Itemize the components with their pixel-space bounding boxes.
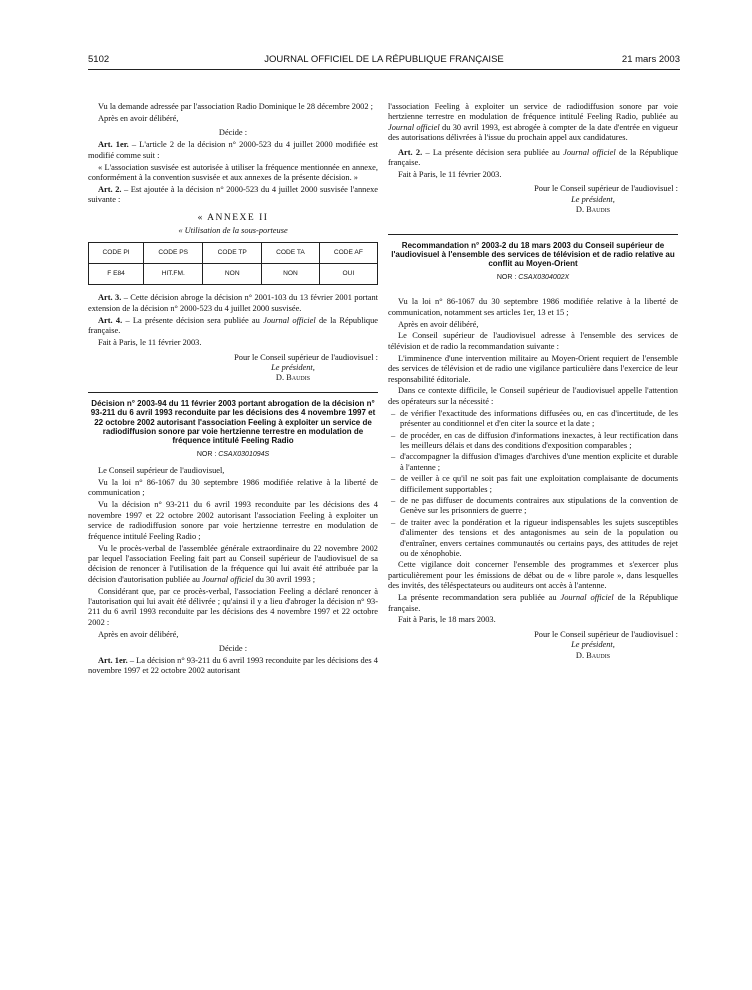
article-text: de la République française. <box>388 147 679 168</box>
text: de la République française. <box>388 593 678 613</box>
decide-heading: Décide : <box>218 644 248 654</box>
signature-role <box>388 195 678 205</box>
journal-reference: Journal officiel <box>202 574 254 584</box>
article-2 <box>388 148 678 169</box>
article-text: – Est ajoutée à la décision n° 2000-523 du 4 juillet 2000 susvisée l'annexe suivante : <box>88 184 378 205</box>
article-text: – Cette décision abroge la décision n° 2001-103 du 13 février 2001 portant extension de la décision n° 2000-523 du 4 juillet 2000 susvisée. <box>88 293 379 313</box>
section-divider <box>88 392 378 393</box>
article-label: Art. 4. <box>98 315 123 325</box>
list-item: – de vérifier l'exactitude des informations diffusées ou, en cas d'incertitude, de les présenter au conditionnel et d'en citer la source et la date ; <box>400 409 678 430</box>
paragraph: Dans ce contexte difficile, le Conseil supérieur de l'audiovisuel appelle l'attention des opérateurs sur la nécessité : <box>388 386 678 406</box>
signature-line: Pour le Conseil supérieur de l'audiovisuel : <box>534 629 678 639</box>
role-text: Le président, <box>571 194 615 204</box>
paragraph: Vu la demande adressée par l'association Radio Dominique le 28 décembre 2002 ; <box>98 102 373 111</box>
article-label: Art. 1er. <box>98 656 128 666</box>
journal-reference: Journal officiel <box>388 122 440 132</box>
table-cell: OUI <box>319 264 377 285</box>
paragraph: Après en avoir délibéré, <box>98 629 179 639</box>
paragraph: Considérant que, par ce procès-verbal, l'association Feeling a déclaré renoncer à l'autorisation qui lui avait été délivrée ; qu'ainsi il y a lieu d'abroger la décision n° 93-211 du 6 avril 1993 reconduite par les décisions des 4 novembre 1997 et 22 octobre 2002 : <box>88 586 378 627</box>
list-item: – de traiter avec la pondération et la rigueur indispensables les sujets susceptibles d'alimenter des tensions et des antagonismes au sein de la population ou d'entraîner, envers certaines communautés ou certains pays, des attitudes de rejet ou de xénophobie. <box>400 518 678 560</box>
table-cell: NON <box>262 264 320 285</box>
journal-reference: Journal officiel <box>563 147 616 157</box>
section-divider <box>388 234 678 235</box>
nor-code: CSAX0301094S <box>218 450 270 458</box>
annex-subtitle: « Utilisation de la sous-porteuse <box>178 226 288 236</box>
article-label: Art. 2. <box>98 184 122 194</box>
article-label: Art. 1er. <box>98 140 129 150</box>
article-3 <box>88 293 378 314</box>
recommendation-title: Recommandation n° 2003-2 du 18 mars 2003 du Conseil supérieur de l'audiovisuel à l'ensemble des services de télévision et de radio relative au conflit au Moyen-Orient <box>391 240 675 269</box>
annex-title: « ANNEXE II <box>197 212 269 223</box>
table-header: CODE AF <box>319 243 377 264</box>
signature-name: D. Baudis <box>275 373 311 383</box>
article-2 <box>88 185 378 206</box>
text: l'association Feeling à exploiter un service de radiodiffusion sonore par voie hertzienne terrestre en modulation de fréquence intitulé Feeling Radio, publiée au <box>388 102 678 122</box>
paragraph: L'imminence d'une intervention militaire au Moyen-Orient requiert de l'ensemble des services de télévision et de radio une vigilance particulière dans l'exercice de leur responsabilité éditoriale. <box>388 353 678 384</box>
nor-label: NOR : <box>496 273 519 281</box>
text: du 30 avril 1993, est abrogée à compter de la date d'entrée en vigueur des autorisations délivrées à l'issue du prochain appel aux candidatures. <box>388 122 678 143</box>
signature-line: Pour le Conseil supérieur de l'audiovisuel : <box>234 352 378 362</box>
nor-code: CSAX0304002X <box>518 273 570 281</box>
paragraph: Le Conseil supérieur de l'audiovisuel adresse à l'ensemble des services de télévision et de radio la recommandation suivante : <box>388 331 678 351</box>
journal-reference: Journal officiel <box>560 593 614 603</box>
article-1-quote: « L'association susvisée est autorisée à utiliser la fréquence mentionnée en annexe, conformément à la convention susvisée et aux annexes de la présente décision. » <box>88 162 378 182</box>
article-4 <box>88 316 378 337</box>
nor-reference <box>88 450 378 460</box>
table-header: CODE PS <box>144 243 203 264</box>
table-cell: F E84 <box>89 264 144 285</box>
paragraph <box>88 544 378 586</box>
fait-line: Fait à Paris, le 11 février 2003. <box>98 338 202 348</box>
signature-block <box>388 184 678 215</box>
issue-date: 21 mars 2003 <box>621 54 680 65</box>
article-text: – L'article 2 de la décision n° 2000-523 du 4 juillet 2000 modifiée est modifié comme suit : <box>88 140 378 160</box>
article-text: de la République française. <box>88 315 379 336</box>
paragraph: Vu la décision n° 93-211 du 6 avril 1993 reconduite par les décisions des 4 novembre 1997 et 22 octobre 2002 autorisant l'association Feeling à exploiter un service de radiodiffusion sonore par voie hertzienne terrestre en modulation de fréquence intitulé Feeling Radio ; <box>88 500 378 541</box>
fait-line: Fait à Paris, le 18 mars 2003. <box>398 615 496 625</box>
paragraph <box>388 102 678 144</box>
signature-name: D. Baudis <box>575 205 611 215</box>
left-column <box>88 102 378 678</box>
signature-role <box>88 363 378 373</box>
paragraph: Le Conseil supérieur de l'audiovisuel, <box>98 466 225 476</box>
list-item: – d'accompagner la diffusion d'images d'archives d'une mention explicite et durable à l'antenne ; <box>400 452 678 473</box>
article-text: – La présente décision sera publiée au <box>422 147 564 157</box>
nor-reference <box>388 273 678 283</box>
table-header: CODE TA <box>262 243 320 264</box>
text: Vu le procès-verbal de l'assemblée générale extraordinaire du 22 novembre 2002 par lequel l'association Feeling fait part au Conseil supérieur de l'audiovisuel de sa décision de renoncer à l'utilisation de la fréquence qui lui avait été attribuée par la décision d'autorisation publiée au <box>88 543 378 584</box>
paragraph: Après en avoir délibéré, <box>398 319 479 329</box>
list-item: – de veiller à ce qu'il ne soit pas fait une exploitation complaisante de documents difficilement supportables ; <box>400 474 678 495</box>
role-text: Le président, <box>571 640 615 650</box>
paragraph: Après en avoir délibéré, <box>98 113 179 123</box>
article-1b <box>88 656 378 677</box>
article-1 <box>88 140 378 161</box>
page-number: 5102 <box>88 54 110 65</box>
signature-name: D. Baudis <box>575 650 611 660</box>
paragraph: Cette vigilance doit concerner l'ensemble des programmes et s'exercer plus particulièrement pour les émissions de débat ou de « libre parole », dans lesquelles des invités, des téléspectateurs ou auditeurs ont accès à l'antenne. <box>388 560 678 591</box>
table-cell: HIT.FM. <box>144 264 203 285</box>
text: du 30 avril 1993 ; <box>253 574 316 584</box>
paragraph: Vu la loi n° 86-1067 du 30 septembre 1986 modifiée relative à la liberté de communication, notamment ses articles 1er, 13 et 15 ; <box>388 297 678 317</box>
decide-heading: Décide : <box>218 128 248 138</box>
signature-role <box>388 640 678 650</box>
journal-title: JOURNAL OFFICIEL DE LA RÉPUBLIQUE FRANÇAISE <box>264 54 504 65</box>
nor-label: NOR : <box>196 450 219 458</box>
decision-title: Décision n° 2003-94 du 11 février 2003 portant abrogation de la décision n° 93-211 du 6 avril 1993 reconduite par les décisions des 4 novembre 1997 et 22 octobre 2002 autorisant l'association Feeling à exploiter un service de radiodiffusion sonore par voie hertzienne terrestre en modulation de fréquence intitulé Feeling Radio <box>90 398 376 446</box>
code-table <box>88 242 378 285</box>
signature-block <box>388 630 678 661</box>
paragraph <box>388 593 678 614</box>
article-label: Art. 3. <box>98 293 122 303</box>
header-rule <box>88 69 680 70</box>
article-text: – La présente décision sera publiée au <box>122 315 264 325</box>
table-header: CODE TP <box>203 243 262 264</box>
paragraph: Vu la loi n° 86-1067 du 30 septembre 1986 modifiée relative à la liberté de communication ; <box>88 478 378 498</box>
article-label: Art. 2. <box>398 147 423 157</box>
list-item: – de ne pas diffuser de documents contraires aux stipulations de la convention de Genève sur les prisonniers de guerre ; <box>400 496 678 517</box>
signature-line: Pour le Conseil supérieur de l'audiovisuel : <box>534 184 678 194</box>
list-item: – de procéder, en cas de diffusion d'informations inexactes, à leur rectification dans les meilleurs délais et dans des conditions d'exposition comparables ; <box>400 431 678 452</box>
right-column <box>388 102 678 661</box>
table-row <box>89 264 378 285</box>
fait-line: Fait à Paris, le 11 février 2003. <box>398 169 502 179</box>
article-text: – La décision n° 93-211 du 6 avril 1993 reconduite par les décisions des 4 novembre 1997 et 22 octobre 2002 autorisant <box>88 656 378 676</box>
page-header <box>88 54 680 68</box>
table-header-row <box>89 243 378 264</box>
table-header: CODE PI <box>89 243 144 264</box>
journal-reference: Journal officiel <box>263 315 316 325</box>
signature-block <box>88 353 378 384</box>
text: La présente recommandation sera publiée au <box>398 593 561 603</box>
table-cell: NON <box>203 264 262 285</box>
necessity-list <box>388 409 678 560</box>
role-text: Le président, <box>271 362 315 372</box>
